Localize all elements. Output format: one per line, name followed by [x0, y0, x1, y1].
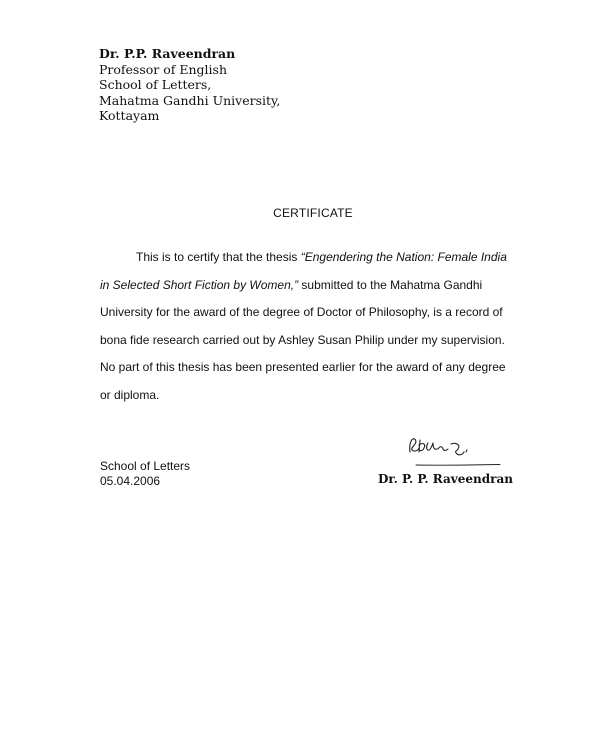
certificate-body [100, 244, 510, 409]
signature-stroke [419, 440, 425, 452]
letterhead-name: Dr. P.P. Raveendran [99, 46, 236, 61]
letterhead-city: Kottayam [99, 108, 160, 123]
place-date-block [100, 459, 190, 488]
letterhead [99, 46, 280, 124]
signature-stroke [438, 447, 448, 451]
thesis-title: “Engendering the Nation: Female India in Selected Short Fiction by Women,” [100, 250, 507, 292]
signatory-name: Dr. P. P. Raveendran [378, 472, 513, 486]
date: 05.04.2006 [100, 473, 161, 488]
signature-underline [416, 465, 500, 466]
signature-stroke [410, 439, 419, 452]
letterhead-title: Professor of English [99, 61, 228, 77]
certificate-body-text: submitted to the Mahatma Gandhi University for the award of the degree of Doctor of Philosophy, is a record of bona fide research carried out by Ashley Susan Philip under my supervision. No part of this thesis has been presented earlier for the award of any degree or diploma. [100, 277, 506, 402]
signature-stroke [427, 443, 437, 450]
letterhead-university: Mahatma Gandhi University, [99, 92, 281, 108]
signature-image [404, 432, 504, 468]
certificate-heading: CERTIFICATE [273, 206, 353, 220]
certificate-intro: This is to certify that the thesis [136, 250, 301, 264]
signature-stroke [451, 443, 464, 454]
letterhead-school: School of Letters, [99, 77, 212, 92]
place: School of Letters [100, 459, 191, 473]
signature-stroke [466, 450, 467, 452]
